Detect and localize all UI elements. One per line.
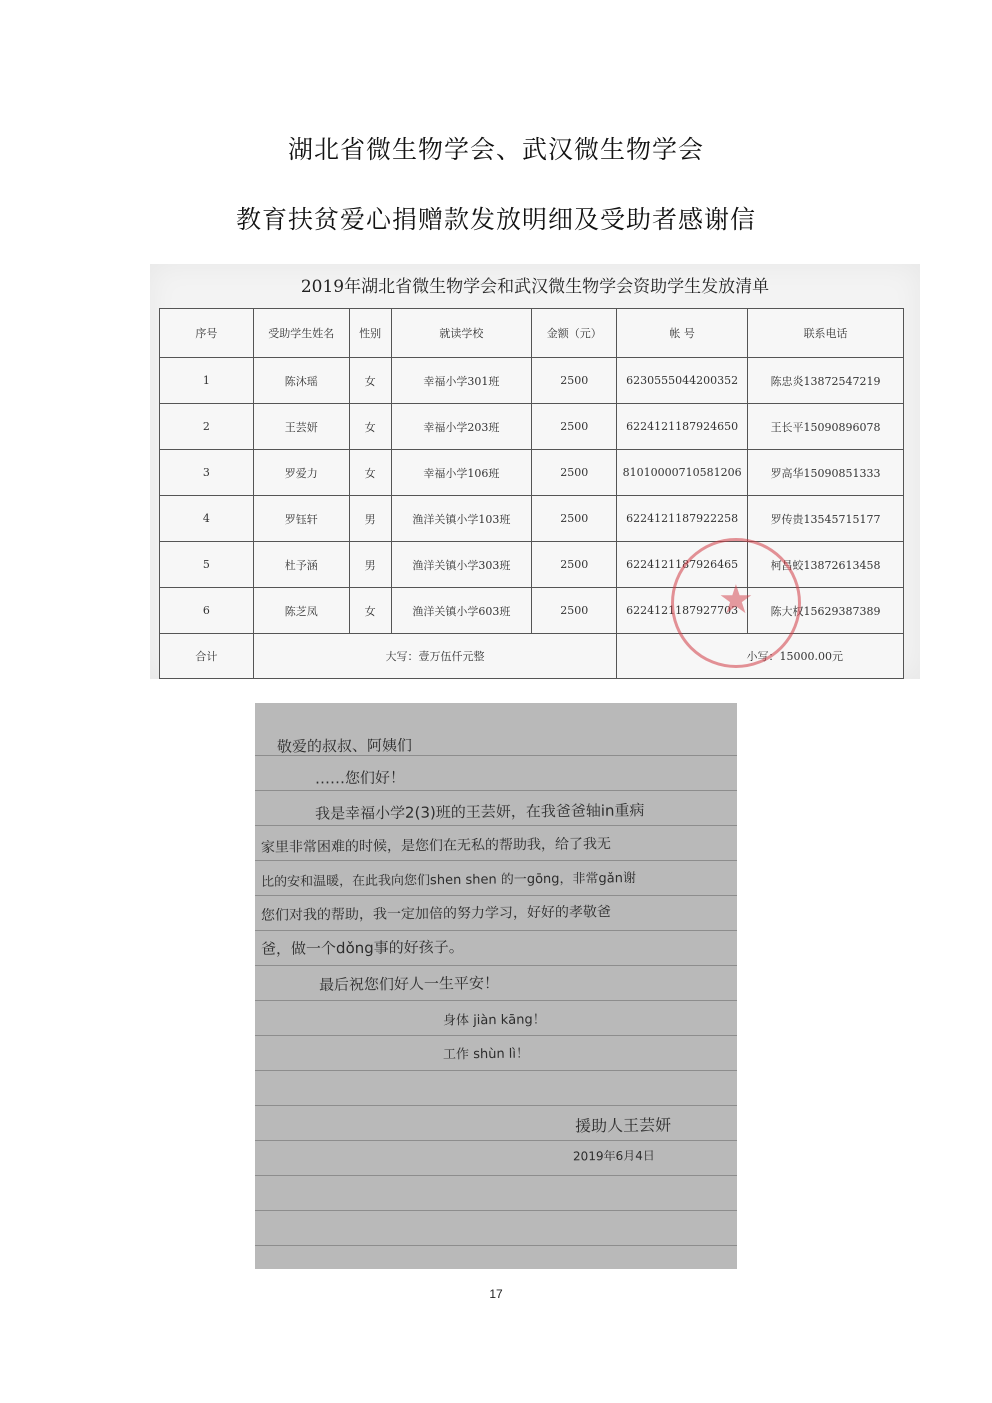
table-cell: 1 bbox=[160, 358, 254, 404]
table-cell: 陈沐瑶 bbox=[253, 358, 349, 404]
total-in-words: 大写：壹万伍仟元整 bbox=[253, 634, 616, 679]
table-cell: 男 bbox=[349, 496, 391, 542]
table-cell: 男 bbox=[349, 542, 391, 588]
letter-line: 最后祝您们好人一生平安！ bbox=[318, 974, 500, 994]
table-cell: 罗爱力 bbox=[253, 450, 349, 496]
letter-date: 2019年6月4日 bbox=[572, 1148, 655, 1164]
column-header: 受助学生姓名 bbox=[253, 309, 349, 358]
table-cell: 2500 bbox=[532, 358, 617, 404]
table-cell: 幸福小学106班 bbox=[391, 450, 532, 496]
table-cell: 幸福小学203班 bbox=[391, 404, 532, 450]
table-cell: 2500 bbox=[532, 588, 617, 634]
table-cell: 柯昌蛟13872613458 bbox=[748, 542, 904, 588]
column-header: 序号 bbox=[160, 309, 254, 358]
table-cell: 王芸妍 bbox=[253, 404, 349, 450]
ruled-line bbox=[255, 790, 737, 791]
letter-line: 我是幸福小学2(3)班的王芸妍，在我爸爸轴in重病 bbox=[314, 801, 645, 823]
table-cell: 女 bbox=[349, 588, 391, 634]
ruled-line bbox=[255, 1035, 737, 1036]
table-cell: 2500 bbox=[532, 404, 617, 450]
table-cell: 渔洋关镇小学303班 bbox=[391, 542, 532, 588]
table-cell: 6224121187922258 bbox=[617, 496, 748, 542]
table-cell: 4 bbox=[160, 496, 254, 542]
table-cell: 81010000710581206 bbox=[617, 450, 748, 496]
table-cell: 女 bbox=[349, 404, 391, 450]
total-in-figures: 小写：15000.00元 bbox=[617, 634, 904, 679]
ruled-line bbox=[255, 965, 737, 966]
table-cell: 6230555044200352 bbox=[617, 358, 748, 404]
table-cell: 6224121187926465 bbox=[617, 542, 748, 588]
letter-signature: 援助人王芸妍 bbox=[574, 1115, 672, 1136]
table-total-row bbox=[160, 634, 904, 679]
star-icon: ★ bbox=[718, 577, 754, 623]
letter-line: ……您们好！ bbox=[314, 768, 406, 788]
ruled-line bbox=[255, 895, 737, 896]
ruled-line bbox=[255, 1140, 737, 1141]
document-title-line-1: 湖北省微生物学会、武汉微生物学会 bbox=[287, 135, 704, 164]
scanned-disbursement-list bbox=[150, 264, 920, 679]
table-row bbox=[160, 358, 904, 404]
table-cell: 3 bbox=[160, 450, 254, 496]
table-cell: 王长平15090896078 bbox=[748, 404, 904, 450]
disbursement-table bbox=[159, 308, 904, 679]
table-cell: 2500 bbox=[532, 542, 617, 588]
table-cell: 罗传贵13545715177 bbox=[748, 496, 904, 542]
table-cell: 陈大权15629387389 bbox=[748, 588, 904, 634]
ruled-line bbox=[255, 1210, 737, 1211]
table-cell: 幸福小学301班 bbox=[391, 358, 532, 404]
table-row bbox=[160, 450, 904, 496]
column-header: 联系电话 bbox=[748, 309, 904, 358]
table-cell: 2500 bbox=[532, 496, 617, 542]
table-row bbox=[160, 588, 904, 634]
table-cell: 罗钰轩 bbox=[253, 496, 349, 542]
table-cell: 渔洋关镇小学603班 bbox=[391, 588, 532, 634]
ruled-line bbox=[255, 1175, 737, 1176]
scan-table-title: 2019年湖北省微生物学会和武汉微生物学会资助学生发放清单 bbox=[300, 277, 770, 297]
ruled-line bbox=[255, 860, 737, 861]
letter-greeting: 敬爱的叔叔、阿姨们 bbox=[276, 736, 413, 756]
table-cell: 女 bbox=[349, 450, 391, 496]
document-title-line-2: 教育扶贫爱心捐赠款发放明细及受助者感谢信 bbox=[235, 205, 756, 234]
table-row bbox=[160, 496, 904, 542]
table-cell: 6224121187927703 bbox=[617, 588, 748, 634]
table-cell: 罗高华15090851333 bbox=[748, 450, 904, 496]
letter-line: 家里非常困难的时候，是您们在无私的帮助我，给了我无 bbox=[260, 836, 612, 856]
table-cell: 陈芝凤 bbox=[253, 588, 349, 634]
ruled-line bbox=[255, 1245, 737, 1246]
table-cell: 渔洋关镇小学103班 bbox=[391, 496, 532, 542]
table-cell: 女 bbox=[349, 358, 391, 404]
page-number: 17 bbox=[489, 1287, 503, 1301]
total-label: 合计 bbox=[160, 634, 254, 679]
column-header: 就读学校 bbox=[391, 309, 532, 358]
column-header: 性别 bbox=[349, 309, 391, 358]
ruled-line bbox=[255, 1070, 737, 1071]
table-row bbox=[160, 542, 904, 588]
letter-line: 比的安和温暖，在此我向您们shen shen 的一gōng，非常gǎn谢 bbox=[260, 871, 637, 890]
column-header: 帐 号 bbox=[617, 309, 748, 358]
letter-line: 工作 shùn lì！ bbox=[442, 1046, 530, 1063]
handwritten-thank-you-letter bbox=[255, 703, 737, 1269]
letter-line: 爸，做一个dǒng事的好孩子。 bbox=[260, 937, 464, 959]
table-cell: 2 bbox=[160, 404, 254, 450]
ruled-line bbox=[255, 1000, 737, 1001]
table-row bbox=[160, 404, 904, 450]
table-cell: 6224121187924650 bbox=[617, 404, 748, 450]
ruled-line bbox=[255, 1105, 737, 1106]
ruled-line bbox=[255, 825, 737, 826]
table-cell: 杜予涵 bbox=[253, 542, 349, 588]
table-header-row bbox=[160, 309, 904, 358]
column-header: 金额（元） bbox=[532, 309, 617, 358]
letter-line: 身体 jiàn kāng！ bbox=[442, 1012, 546, 1029]
letter-line: 您们对我的帮助，我一定加倍的努力学习，好好的孝敬爸 bbox=[260, 904, 612, 924]
table-cell: 2500 bbox=[532, 450, 617, 496]
table-cell: 5 bbox=[160, 542, 254, 588]
table-cell: 6 bbox=[160, 588, 254, 634]
table-cell: 陈忠炎13872547219 bbox=[748, 358, 904, 404]
ruled-line bbox=[255, 930, 737, 931]
